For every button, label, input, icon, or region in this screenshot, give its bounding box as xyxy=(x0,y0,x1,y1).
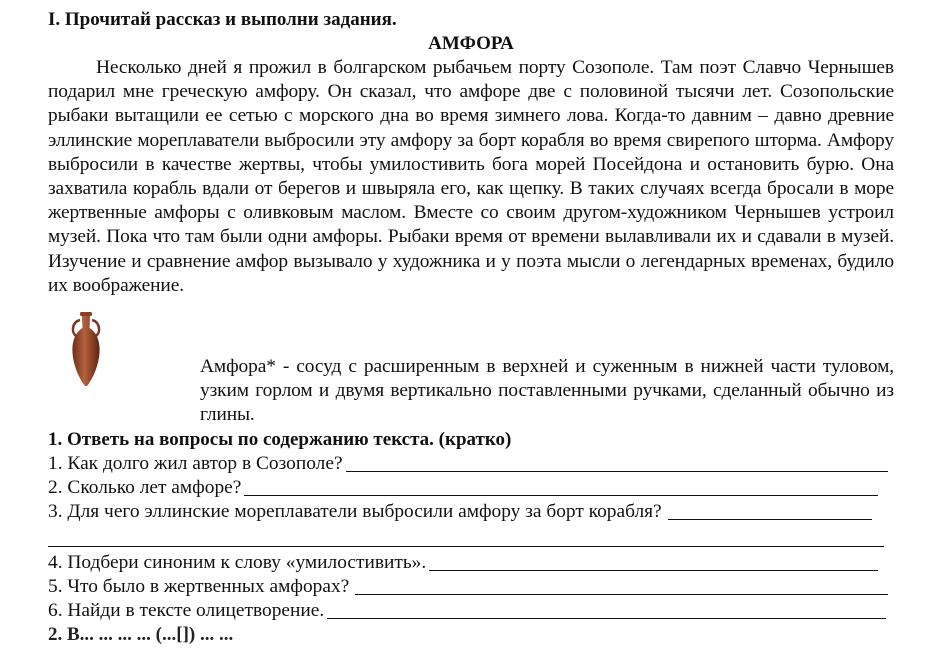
answer-5-line[interactable] xyxy=(355,594,888,595)
question-1-text: 1. Как долго жил автор в Созополе? xyxy=(48,452,343,474)
answer-3-continuation-line[interactable] xyxy=(48,524,884,547)
question-3-text: 3. Для чего эллинские мореплаватели выбросили амфору за борт корабля? xyxy=(48,500,662,522)
question-4 xyxy=(48,551,894,575)
question-1 xyxy=(48,452,894,476)
question-5 xyxy=(48,575,894,599)
question-2 xyxy=(48,476,894,500)
question-2-text: 2. Сколько лет амфоре? xyxy=(48,476,242,498)
amphora-figure xyxy=(48,310,894,378)
question-4-text: 4. Подбери синоним к слову «умилостивить». xyxy=(48,551,427,573)
answer-1-line[interactable] xyxy=(346,471,888,472)
question-6-text: 6. Найди в тексте олицетворение. xyxy=(48,599,325,621)
answer-4-line[interactable] xyxy=(429,570,878,571)
worksheet-heading: I. Прочитай рассказ и выполни задания. xyxy=(48,9,397,30)
question-5-text: 5. Что было в жертвенных амфорах? xyxy=(48,575,350,597)
amphora-icon xyxy=(66,310,106,388)
amphora-definition: Амфора* - сосуд с расширенным в верхней и суженным в нижней части туловом, узким горлом и двумя вертикально поставленными ручками, сделанный обычно из глины. xyxy=(200,356,894,426)
answer-3-line[interactable] xyxy=(668,519,872,520)
story-title: АМФОРА xyxy=(428,33,514,54)
answer-6-line[interactable] xyxy=(327,618,886,619)
story-text: Несколько дней я прожил в болгарском рыбачьем порту Созополе. Там поэт Славчо Чернышев подарил мне греческую амфору. Он сказал, что амфоре две с половиной тысячи лет. Созопольские рыбаки вытащили ее сетью с морского дна во время зимнего лова. Когда-то давним – давно древние эллинские мореплаватели выбросили эту амфору за борт корабля во время свирепого шторма. Амфору выбросили в качестве жертвы, чтобы умилостивить бога морей Посейдона и остановить бурю. Она захватила корабль вдали от берегов и швыряла его, как щепку. В таких случаях всегда бросали в море жертвенные амфоры с оливковым маслом. Вместе со своим другом-художником Чернышев устроил музей. Пока что там были одни амфоры. Рыбаки время от времени вылавливали их и сдавали в музей. Изучение и сравнение амфор вызывало у художника и у поэта мысли о легендарных временах, будило их воображение. xyxy=(48,57,894,296)
worksheet-page xyxy=(48,8,894,645)
answer-2-line[interactable] xyxy=(244,495,878,496)
question-6 xyxy=(48,599,894,623)
next-task-cutoff: 2. В... ... ... ... (...[]) ... ... xyxy=(48,623,234,645)
task1-title: 1. Ответь на вопросы по содержанию текста. (кратко) xyxy=(48,428,512,450)
question-3 xyxy=(48,500,894,524)
